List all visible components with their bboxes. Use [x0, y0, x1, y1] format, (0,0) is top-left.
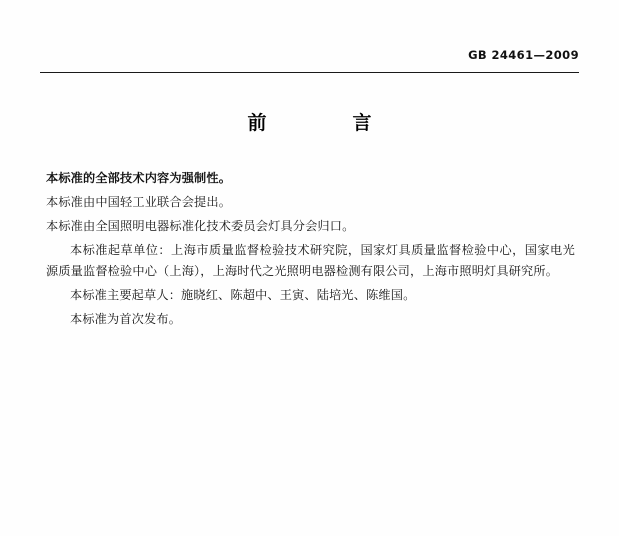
paragraph-mandatory-statement: 本标准的全部技术内容为强制性。	[46, 171, 232, 185]
page-title: 前 言	[247, 112, 388, 134]
paragraph-main-drafters: 本标准主要起草人：施晓红、陈超中、王寅、陆培光、陈维国。	[70, 288, 416, 302]
foreword-body	[46, 168, 575, 333]
paragraph-proposed-by: 本标准由中国轻工业联合会提出。	[46, 195, 232, 209]
paragraph-drafting-units: 本标准起草单位：上海市质量监督检验技术研究院，国家灯具质量监督检验中心，国家电光源质量监督检验中心（上海），上海时代之光照明电器检测有限公司，上海市照明灯具研究所。	[46, 243, 575, 278]
paragraph-first-issue: 本标准为首次发布。	[70, 312, 182, 326]
standard-number: GB 24461—2009	[468, 48, 579, 62]
paragraph-administered-by: 本标准由全国照明电器标准化技术委员会灯具分会归口。	[46, 219, 355, 233]
header-divider	[40, 72, 579, 73]
